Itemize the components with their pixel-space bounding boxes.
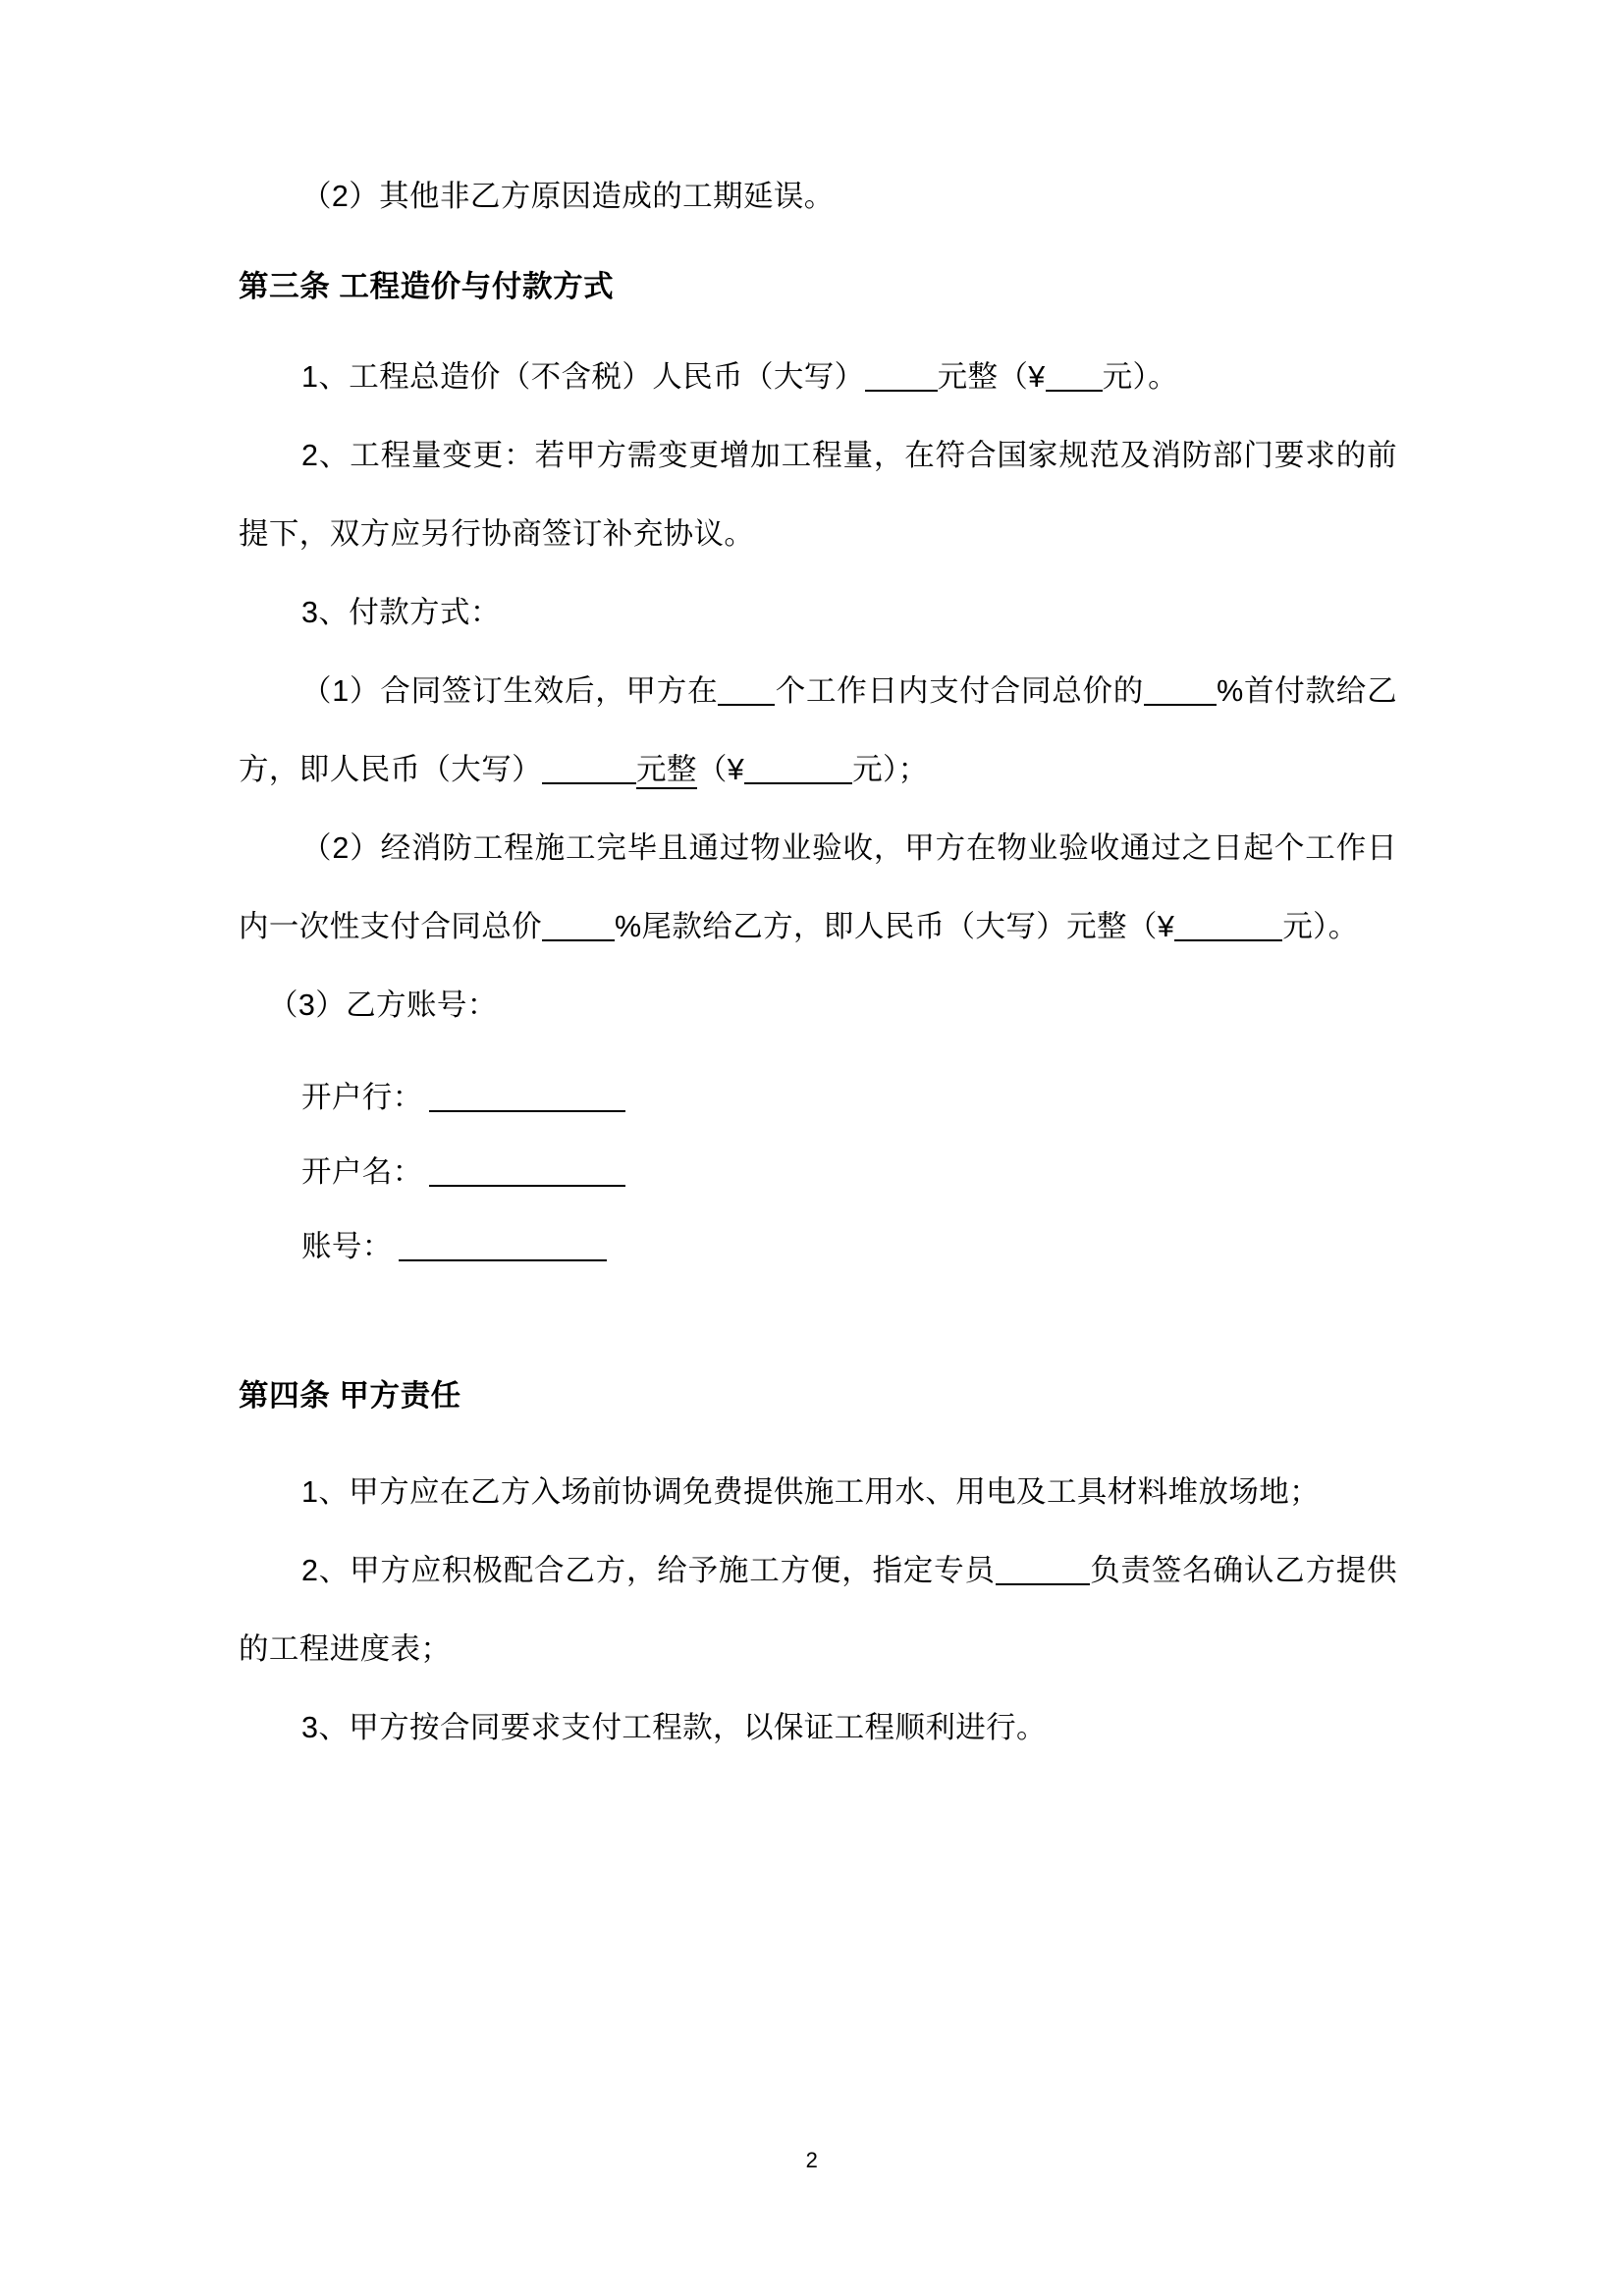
section-heading-3: 第三条 工程造价与付款方式 <box>239 270 615 303</box>
payment-first-p2: 个工作日内支付合同总价的 <box>775 674 1145 708</box>
paragraph-total-price <box>239 338 1397 416</box>
blank-total-price-words[interactable] <box>865 358 938 392</box>
payment-final-p4: 元整（¥ <box>1066 910 1175 943</box>
payment-final-p2: 个工作日内一次性支付合同总价 <box>239 831 1397 943</box>
paragraph-payment-final <box>239 809 1397 966</box>
blank-first-percent[interactable] <box>1144 672 1217 706</box>
blank-final-amount-digits[interactable] <box>1174 908 1282 941</box>
bank-name-label: 开户行： <box>301 1081 423 1114</box>
blank-bank-name[interactable] <box>429 1079 625 1112</box>
paragraph-payment-first <box>239 652 1397 809</box>
payment-final-p1: （2）经消防工程施工完毕且通过物业验收，甲方在物业验收通过之日起 <box>301 831 1274 865</box>
blank-account-number[interactable] <box>399 1228 607 1261</box>
payment-final-p3: %尾款给乙方，即人民币（大写） <box>615 910 1067 943</box>
paragraph-quantity-change: 2、工程量变更：若甲方需变更增加工程量，在符合国家规范及消防部门要求的前提下，双方应另行协商签订补充协议。 <box>239 439 1397 551</box>
blank-total-price-digits[interactable] <box>1046 358 1103 392</box>
paragraph-partya-duty-1: 1、甲方应在乙方入场前协调免费提供施工用水、用电及工具材料堆放场地； <box>301 1475 1321 1509</box>
bank-row-bank-name <box>239 1060 1397 1135</box>
partya-duty-2-p2: 负责签名确认乙方提供的工程进度表； <box>239 1554 1398 1666</box>
paragraph-partya-duty-3: 3、甲方按合同要求支付工程款，以保证工程顺利进行。 <box>301 1711 1047 1744</box>
spacer-after-section3-heading <box>239 326 1397 338</box>
section-heading-4: 第四条 甲方责任 <box>239 1379 461 1413</box>
paragraph-partyb-account-label: （3）乙方账号： <box>268 988 498 1022</box>
bank-row-account-name <box>239 1135 1397 1209</box>
page-number: 2 <box>805 2148 819 2172</box>
payment-final-p5: 元）。 <box>1282 910 1359 943</box>
payment-first-p4: 元整 <box>636 753 697 789</box>
blank-first-workdays[interactable] <box>718 672 775 706</box>
blank-first-amount-words[interactable] <box>542 751 636 784</box>
blank-final-percent[interactable] <box>542 908 615 941</box>
total-price-suffix: 元）。 <box>1102 360 1179 394</box>
spacer-before-section3 <box>239 236 1397 247</box>
paragraph-payment-method-label: 3、付款方式： <box>301 596 501 629</box>
payment-first-p5: （¥ <box>696 753 745 786</box>
payment-first-p1: （1）合同签订生效后，甲方在 <box>301 674 719 708</box>
payment-first-p6: 元）； <box>852 753 929 786</box>
paragraph-previous-item-2: （2）其他非乙方原因造成的工期延误。 <box>301 180 835 213</box>
page-content <box>239 0 1397 1767</box>
spacer-after-section4-heading <box>239 1435 1397 1453</box>
paragraph-partya-duty-2 <box>239 1531 1397 1688</box>
blank-first-amount-digits[interactable] <box>744 751 852 784</box>
payment-first-p3: %首付款给乙方，即人民币（大写） <box>239 674 1397 786</box>
blank-account-name[interactable] <box>429 1153 625 1187</box>
total-price-prefix: 1、工程总造价（不含税）人民币（大写） <box>301 360 865 394</box>
account-number-label: 账号： <box>301 1230 393 1263</box>
spacer-before-section4 <box>239 1284 1397 1357</box>
total-price-mid: 元整（¥ <box>937 360 1046 394</box>
blank-designated-staff[interactable] <box>996 1552 1090 1585</box>
top-spacer <box>239 0 1397 157</box>
partya-duty-2-p1: 2、甲方应积极配合乙方，给予施工方便，指定专员 <box>301 1554 996 1587</box>
bank-row-account-number <box>239 1209 1397 1284</box>
account-name-label: 开户名： <box>301 1155 423 1189</box>
spacer-before-bank-rows <box>239 1044 1397 1060</box>
